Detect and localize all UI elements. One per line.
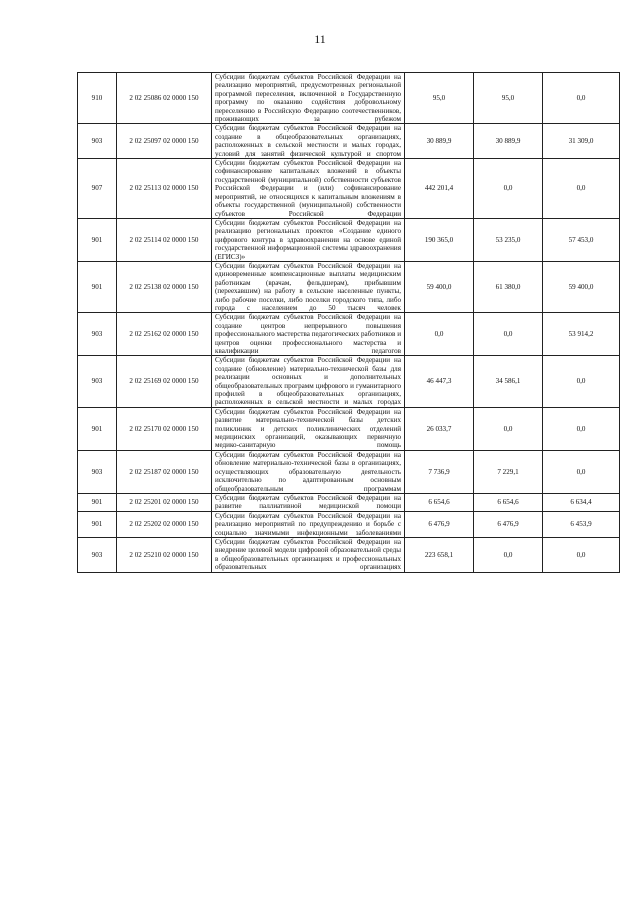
- amount-year3-cell: 57 453,0: [543, 218, 620, 261]
- subsidy-name-cell: Субсидии бюджетам субъектов Российской Федерации на реализацию региональных проектов «Создание единого цифрового контура в здравоохранении на основе единой государственной информационной системы здравоохранения (ЕГИСЗ)»: [212, 218, 405, 261]
- amount-year2-cell: 0,0: [474, 537, 543, 572]
- amount-year1-cell: 6 476,9: [405, 511, 474, 537]
- budget-code-cell: 2 02 25202 02 0000 150: [117, 511, 212, 537]
- table-body: [78, 73, 620, 573]
- budget-code-cell: 2 02 25162 02 0000 150: [117, 313, 212, 356]
- amount-year3-cell: 6 453,9: [543, 511, 620, 537]
- admin-code-cell: 901: [78, 218, 117, 261]
- subsidy-name-cell: Субсидии бюджетам субъектов Российской Федерации на реализацию мероприятий по предупреждению и борьбе с социально значимыми инфекционными заболеваниями: [212, 511, 405, 537]
- amount-year2-cell: 30 889,9: [474, 124, 543, 159]
- admin-code-cell: 907: [78, 159, 117, 219]
- subsidy-name-cell: Субсидии бюджетам субъектов Российской Федерации на развитие паллиативной медицинской помощи: [212, 493, 405, 511]
- amount-year3-cell: 0,0: [543, 356, 620, 407]
- amount-year2-cell: 7 229,1: [474, 450, 543, 493]
- table-row: [78, 407, 620, 450]
- table-row: [78, 450, 620, 493]
- amount-year2-cell: 0,0: [474, 159, 543, 219]
- budget-code-cell: 2 02 25187 02 0000 150: [117, 450, 212, 493]
- amount-year1-cell: 7 736,9: [405, 450, 474, 493]
- budget-code-cell: 2 02 25138 02 0000 150: [117, 261, 212, 312]
- subsidy-name-cell: Субсидии бюджетам субъектов Российской Федерации на создание центров непрерывного повышения профессионального мастерства педагогических работников и центров оценки профессионального мастерства и квалификации педагогов: [212, 313, 405, 356]
- table-row: [78, 493, 620, 511]
- amount-year2-cell: 95,0: [474, 73, 543, 124]
- budget-code-cell: 2 02 25114 02 0000 150: [117, 218, 212, 261]
- amount-year1-cell: 6 654,6: [405, 493, 474, 511]
- budget-code-cell: 2 02 25097 02 0000 150: [117, 124, 212, 159]
- admin-code-cell: 901: [78, 261, 117, 312]
- amount-year1-cell: 95,0: [405, 73, 474, 124]
- amount-year3-cell: 0,0: [543, 537, 620, 572]
- admin-code-cell: 901: [78, 511, 117, 537]
- amount-year2-cell: 0,0: [474, 407, 543, 450]
- table-row: [78, 124, 620, 159]
- amount-year2-cell: 53 235,0: [474, 218, 543, 261]
- amount-year1-cell: 223 658,1: [405, 537, 474, 572]
- budget-code-cell: 2 02 25169 02 0000 150: [117, 356, 212, 407]
- amount-year2-cell: 6 476,9: [474, 511, 543, 537]
- admin-code-cell: 901: [78, 407, 117, 450]
- amount-year1-cell: 190 365,0: [405, 218, 474, 261]
- admin-code-cell: 903: [78, 124, 117, 159]
- admin-code-cell: 903: [78, 313, 117, 356]
- amount-year3-cell: 0,0: [543, 159, 620, 219]
- subsidy-name-cell: Субсидии бюджетам субъектов Российской Федерации на реализацию мероприятий, предусмотренных региональной программой переселения, включенной в Государственную программу по оказанию содействия добровольному переселению в Российскую Федерацию соотечественников, проживающих за рубежом: [212, 73, 405, 124]
- subsidy-name-cell: Субсидии бюджетам субъектов Российской Федерации на развитие материально-технической базы детских поликлиник и детских поликлинических отделений медицинских организаций, оказывающих первичную медико-санитарную помощь: [212, 407, 405, 450]
- amount-year1-cell: 46 447,3: [405, 356, 474, 407]
- table-row: [78, 511, 620, 537]
- subsidy-name-cell: Субсидии бюджетам субъектов Российской Федерации на внедрение целевой модели цифровой образовательной среды в общеобразовательных организациях и профессиональных образовательных организациях: [212, 537, 405, 572]
- amount-year1-cell: 26 033,7: [405, 407, 474, 450]
- subsidy-name-cell: Субсидии бюджетам субъектов Российской Федерации на создание в общеобразовательных организациях, расположенных в сельской местности и малых городах, условий для занятий физической культурой и спортом: [212, 124, 405, 159]
- admin-code-cell: 901: [78, 493, 117, 511]
- table-row: [78, 313, 620, 356]
- budget-code-cell: 2 02 25210 02 0000 150: [117, 537, 212, 572]
- budget-code-cell: 2 02 25086 02 0000 150: [117, 73, 212, 124]
- amount-year2-cell: 34 586,1: [474, 356, 543, 407]
- table-row: [78, 537, 620, 572]
- subsidy-name-cell: Субсидии бюджетам субъектов Российской Федерации на обновление материально-технической базы в организациях, осуществляющих образовательную деятельность исключительно по адаптированным основным общеобразовательным программам: [212, 450, 405, 493]
- amount-year3-cell: 59 400,0: [543, 261, 620, 312]
- amount-year3-cell: 0,0: [543, 407, 620, 450]
- page-number: 11: [314, 32, 326, 46]
- table-row: [78, 159, 620, 219]
- subsidy-name-cell: Субсидии бюджетам субъектов Российской Федерации на единовременные компенсационные выплаты медицинским работникам (врачам, фельдшерам), прибывшим (переехавшим) на работу в сельские населенные пункты, либо рабочие поселки, либо поселки городского типа, либо города с населением до 50 тысяч человек: [212, 261, 405, 312]
- table-row: [78, 356, 620, 407]
- amount-year2-cell: 6 654,6: [474, 493, 543, 511]
- admin-code-cell: 910: [78, 73, 117, 124]
- subsidy-name-cell: Субсидии бюджетам субъектов Российской Федерации на софинансирование капитальных вложений в объекты государственной (муниципальной) собственности субъектов Российской Федерации и (или) софинансирование мероприятий, не относящихся к капитальным вложениям в объекты государственной (муниципальной) собственности субъектов Российской Федерации: [212, 159, 405, 219]
- admin-code-cell: 903: [78, 450, 117, 493]
- admin-code-cell: 903: [78, 537, 117, 572]
- table-row: [78, 218, 620, 261]
- amount-year2-cell: 0,0: [474, 313, 543, 356]
- amount-year1-cell: 30 889,9: [405, 124, 474, 159]
- subsidy-name-cell: Субсидии бюджетам субъектов Российской Федерации на создание (обновление) материально-технической базы для реализации основных и дополнительных общеобразовательных программ цифрового и гуманитарного профилей в общеобразовательных организациях, расположенных в сельской местности и малых городах: [212, 356, 405, 407]
- table-row: [78, 73, 620, 124]
- amount-year3-cell: 53 914,2: [543, 313, 620, 356]
- amount-year3-cell: 31 309,0: [543, 124, 620, 159]
- amount-year3-cell: 6 634,4: [543, 493, 620, 511]
- amount-year2-cell: 61 380,0: [474, 261, 543, 312]
- amount-year1-cell: 0,0: [405, 313, 474, 356]
- amount-year1-cell: 59 400,0: [405, 261, 474, 312]
- amount-year3-cell: 0,0: [543, 73, 620, 124]
- table-row: [78, 261, 620, 312]
- budget-code-cell: 2 02 25113 02 0000 150: [117, 159, 212, 219]
- admin-code-cell: 903: [78, 356, 117, 407]
- budget-subsidies-table: [77, 72, 620, 573]
- budget-code-cell: 2 02 25170 02 0000 150: [117, 407, 212, 450]
- amount-year3-cell: 0,0: [543, 450, 620, 493]
- budget-code-cell: 2 02 25201 02 0000 150: [117, 493, 212, 511]
- amount-year1-cell: 442 201,4: [405, 159, 474, 219]
